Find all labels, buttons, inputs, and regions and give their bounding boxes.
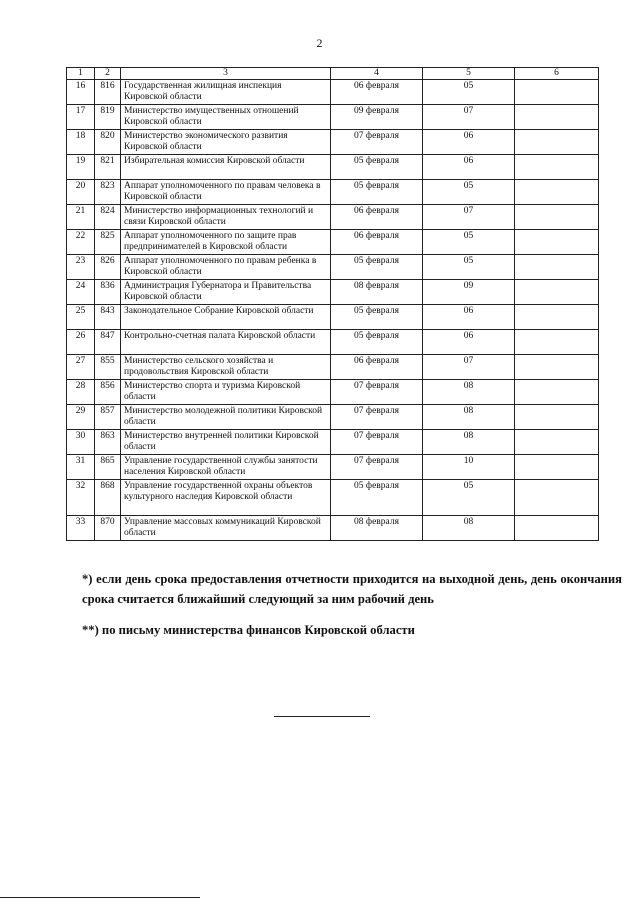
column-header: 3 — [121, 68, 331, 80]
cell-code: 825 — [95, 230, 121, 255]
cell-extra — [515, 180, 599, 205]
cell-days: 06 — [423, 330, 515, 355]
cell-extra — [515, 130, 599, 155]
cell-number: 24 — [67, 280, 95, 305]
cell-date: 05 февраля — [331, 180, 423, 205]
cell-date: 08 февраля — [331, 280, 423, 305]
separator-line — [274, 716, 370, 717]
cell-number: 33 — [67, 516, 95, 541]
cell-extra — [515, 155, 599, 180]
cell-date: 06 февраля — [331, 355, 423, 380]
cell-extra — [515, 430, 599, 455]
cell-number: 22 — [67, 230, 95, 255]
column-header: 4 — [331, 68, 423, 80]
table-row — [67, 330, 599, 355]
cell-days: 05 — [423, 255, 515, 280]
cell-code: 819 — [95, 105, 121, 130]
page-number: 2 — [316, 36, 323, 50]
table-row — [67, 155, 599, 180]
cell-organization: Министерство внутренней политики Кировской области — [121, 430, 331, 455]
cell-code: 823 — [95, 180, 121, 205]
table-row — [67, 230, 599, 255]
cell-date: 06 февраля — [331, 230, 423, 255]
footnote-weekend: *) если день срока предоставления отчетности приходится на выходной день, день окончания срока считается ближайший следующий за ним рабочий день — [82, 572, 622, 606]
cell-code: 863 — [95, 430, 121, 455]
cell-organization: Законодательное Собрание Кировской области — [121, 305, 331, 330]
cell-code: 826 — [95, 255, 121, 280]
column-header: 5 — [423, 68, 515, 80]
cell-date: 05 февраля — [331, 305, 423, 330]
cell-extra — [515, 280, 599, 305]
cell-number: 27 — [67, 355, 95, 380]
cell-organization: Управление государственной службы занятости населения Кировской области — [121, 455, 331, 480]
cell-number: 19 — [67, 155, 95, 180]
table-row — [67, 380, 599, 405]
cell-number: 17 — [67, 105, 95, 130]
table-header-row — [67, 68, 599, 80]
cell-organization: Министерство экономического развития Кировской области — [121, 130, 331, 155]
cell-code: 820 — [95, 130, 121, 155]
cell-days: 08 — [423, 430, 515, 455]
cell-days: 06 — [423, 305, 515, 330]
cell-date: 07 февраля — [331, 455, 423, 480]
cell-extra — [515, 516, 599, 541]
table-row — [67, 516, 599, 541]
cell-organization: Аппарат уполномоченного по правам ребенка в Кировской области — [121, 255, 331, 280]
cell-number: 21 — [67, 205, 95, 230]
cell-extra — [515, 80, 599, 105]
cell-number: 30 — [67, 430, 95, 455]
cell-number: 23 — [67, 255, 95, 280]
cell-number: 25 — [67, 305, 95, 330]
report-table — [66, 67, 599, 541]
cell-code: 836 — [95, 280, 121, 305]
cell-code: 843 — [95, 305, 121, 330]
cell-days: 08 — [423, 405, 515, 430]
cell-extra — [515, 355, 599, 380]
cell-days: 08 — [423, 516, 515, 541]
table-row — [67, 355, 599, 380]
cell-days: 10 — [423, 455, 515, 480]
cell-extra — [515, 380, 599, 405]
cell-code: 870 — [95, 516, 121, 541]
table-row — [67, 480, 599, 516]
cell-extra — [515, 455, 599, 480]
cell-extra — [515, 205, 599, 230]
cell-date: 07 февраля — [331, 405, 423, 430]
cell-organization: Аппарат уполномоченного по защите прав предпринимателей в Кировской области — [121, 230, 331, 255]
column-header: 1 — [67, 68, 95, 80]
cell-number: 28 — [67, 380, 95, 405]
cell-code: 847 — [95, 330, 121, 355]
cell-number: 26 — [67, 330, 95, 355]
table-body — [67, 80, 599, 541]
cell-date: 07 февраля — [331, 130, 423, 155]
cell-code: 857 — [95, 405, 121, 430]
table-row — [67, 430, 599, 455]
cell-number: 32 — [67, 480, 95, 516]
cell-days: 05 — [423, 230, 515, 255]
cell-days: 05 — [423, 480, 515, 516]
cell-date: 05 февраля — [331, 155, 423, 180]
cell-days: 07 — [423, 105, 515, 130]
cell-date: 05 февраля — [331, 330, 423, 355]
cell-extra — [515, 480, 599, 516]
table-row — [67, 205, 599, 230]
cell-organization: Министерство имущественных отношений Кировской области — [121, 105, 331, 130]
cell-days: 05 — [423, 80, 515, 105]
cell-date: 09 февраля — [331, 105, 423, 130]
footnote-rule — [0, 897, 200, 898]
table-row — [67, 130, 599, 155]
cell-extra — [515, 255, 599, 280]
cell-days: 06 — [423, 155, 515, 180]
cell-date: 05 февраля — [331, 255, 423, 280]
table-row — [67, 455, 599, 480]
cell-organization: Контрольно-счетная палата Кировской области — [121, 330, 331, 355]
cell-extra — [515, 305, 599, 330]
cell-organization: Управление государственной охраны объектов культурного наследия Кировской области — [121, 480, 331, 516]
table-row — [67, 280, 599, 305]
column-header: 2 — [95, 68, 121, 80]
cell-days: 07 — [423, 205, 515, 230]
cell-days: 05 — [423, 180, 515, 205]
cell-code: 816 — [95, 80, 121, 105]
cell-date: 05 февраля — [331, 480, 423, 516]
cell-days: 08 — [423, 380, 515, 405]
cell-code: 868 — [95, 480, 121, 516]
cell-extra — [515, 330, 599, 355]
cell-days: 09 — [423, 280, 515, 305]
table-row — [67, 105, 599, 130]
cell-organization: Министерство сельского хозяйства и продовольствия Кировской области — [121, 355, 331, 380]
table-row — [67, 180, 599, 205]
cell-extra — [515, 230, 599, 255]
cell-number: 18 — [67, 130, 95, 155]
cell-number: 31 — [67, 455, 95, 480]
column-header: 6 — [515, 68, 599, 80]
cell-days: 07 — [423, 355, 515, 380]
table-row — [67, 255, 599, 280]
cell-organization: Министерство информационных технологий и связи Кировской области — [121, 205, 331, 230]
cell-date: 06 февраля — [331, 80, 423, 105]
cell-date: 07 февраля — [331, 380, 423, 405]
cell-code: 865 — [95, 455, 121, 480]
cell-number: 29 — [67, 405, 95, 430]
cell-code: 821 — [95, 155, 121, 180]
cell-organization: Администрация Губернатора и Правительства Кировской области — [121, 280, 331, 305]
cell-organization: Государственная жилищная инспекция Кировской области — [121, 80, 331, 105]
cell-organization: Избирательная комиссия Кировской области — [121, 155, 331, 180]
cell-extra — [515, 105, 599, 130]
table-row — [67, 405, 599, 430]
cell-code: 856 — [95, 380, 121, 405]
cell-date: 06 февраля — [331, 205, 423, 230]
cell-extra — [515, 405, 599, 430]
cell-organization: Министерство спорта и туризма Кировской области — [121, 380, 331, 405]
cell-code: 824 — [95, 205, 121, 230]
cell-date: 07 февраля — [331, 430, 423, 455]
footnote-ministry-letter: **) по письму министерства финансов Кировской области — [82, 623, 415, 637]
table-row — [67, 305, 599, 330]
cell-organization: Управление массовых коммуникаций Кировской области — [121, 516, 331, 541]
cell-days: 06 — [423, 130, 515, 155]
cell-date: 08 февраля — [331, 516, 423, 541]
cell-organization: Аппарат уполномоченного по правам человека в Кировской области — [121, 180, 331, 205]
table-row — [67, 80, 599, 105]
cell-number: 16 — [67, 80, 95, 105]
cell-organization: Министерство молодежной политики Кировской области — [121, 405, 331, 430]
cell-number: 20 — [67, 180, 95, 205]
cell-code: 855 — [95, 355, 121, 380]
